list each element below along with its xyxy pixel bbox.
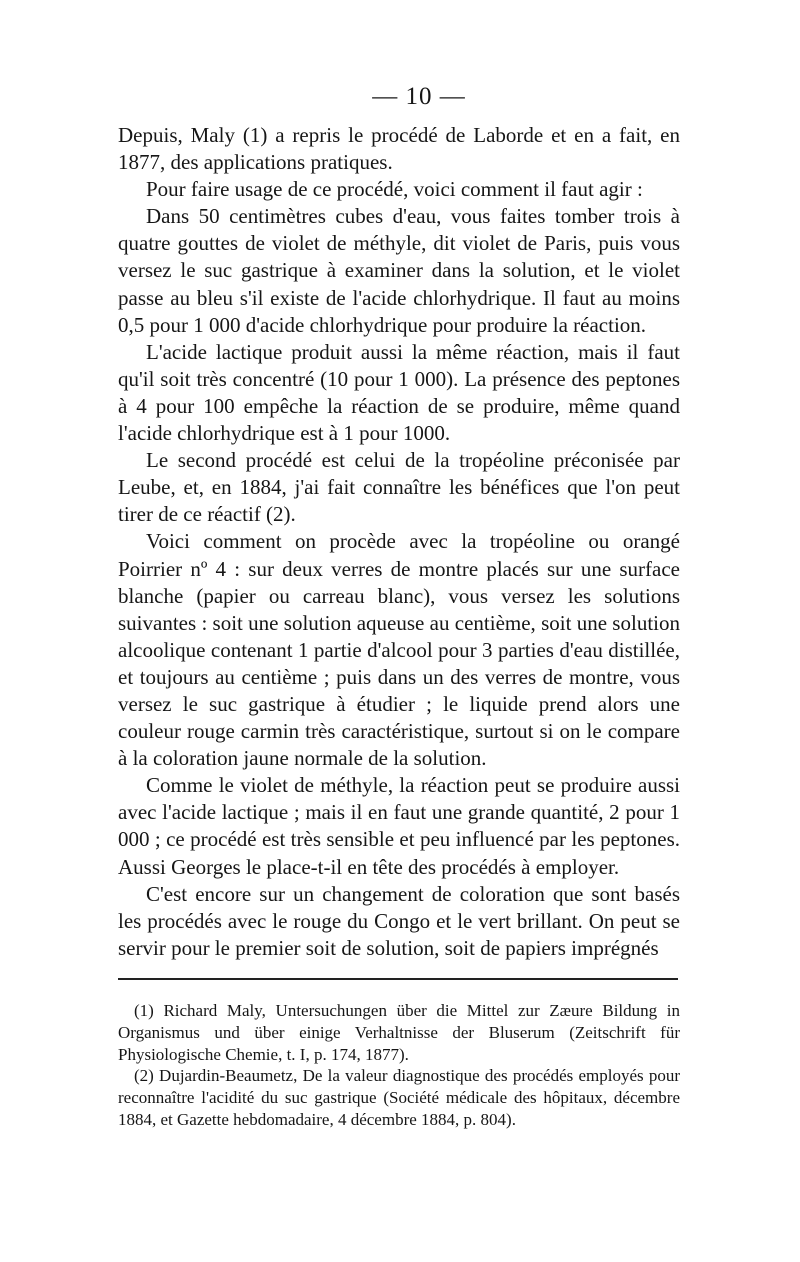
page-number: — 10 — xyxy=(372,83,466,110)
paragraph: Pour faire usage de ce procédé, voici comment il faut agir : xyxy=(146,177,643,202)
paragraph: Voici comment on procède avec la tropéoline ou orangé Poirrier nº 4 : sur deux verres de montre placés sur une surface blanche (papier ou carreau blanc), vous versez les solutions suivantes : soit une solution aqueuse au centième, soit une solution alcoolique contenant 1 partie d'alcool pour 3 parties d'eau distillée, et toujours au centième ; puis dans un des verres de montre, vous versez le suc gastrique à étudier ; le liquide prend alors une couleur rouge carmin très caractéristique, surtout si on le compare à la coloration jaune normale de la solution. xyxy=(118,529,680,771)
footnote: (2) Dujardin-Beaumetz, De la valeur diagnostique des procédés employés pour reconnaître l'acidité du suc gastrique (Société médicale des hôpitaux, décembre 1884, et Gazette hebdomadaire, 4 décembre 1884, p. 804). xyxy=(118,1066,680,1129)
footnote-separator xyxy=(118,978,678,980)
paragraph: C'est encore sur un changement de coloration que sont basés les procédés avec le rouge du Congo et le vert brillant. On peut se servir pour le premier soit de solution, soit de papiers imprégnés xyxy=(118,881,680,960)
paragraph: Dans 50 centimètres cubes d'eau, vous faites tomber trois à quatre gouttes de violet de méthyle, dit violet de Paris, puis vous versez le suc gastrique à examiner dans la solution, et le violet passe au bleu s'il existe de l'acide chlorhydrique. Il faut au moins 0,5 pour 1 000 d'acide chlorhydrique pour produire la réaction. xyxy=(118,204,680,337)
paragraph: Comme le violet de méthyle, la réaction peut se produire aussi avec l'acide lactique ; mais il en faut une grande quantité, 2 pour 1 000 ; ce procédé est très sensible et peu influencé par les peptones. Aussi Georges le place-t-il en tête des procédés à employer. xyxy=(118,773,680,879)
book-page xyxy=(118,82,680,1131)
footnote: (1) Richard Maly, Untersuchungen über die Mittel zur Zæure Bildung in Organismus und über einige Verhaltnisse der Bluserum (Zeitschrift für Physiologische Chemie, t. I, p. 174, 1877). xyxy=(118,1000,680,1064)
paragraph: L'acide lactique produit aussi la même réaction, mais il faut qu'il soit très concentré (10 pour 1 000). La présence des peptones à 4 pour 100 empêche la réaction de se produire, même quand l'acide chlorhydrique est à 1 pour 1000. xyxy=(118,339,680,446)
body-text xyxy=(118,122,680,962)
paragraph: Depuis, Maly (1) a repris le procédé de Laborde et en a fait, en 1877, des applications pratiques. xyxy=(118,123,680,175)
footnotes xyxy=(118,1000,680,1131)
paragraph: Le second procédé est celui de la tropéoline préconisée par Leube, et, en 1884, j'ai fait connaître les bénéfices que l'on peut tirer de ce réactif (2). xyxy=(118,448,680,527)
